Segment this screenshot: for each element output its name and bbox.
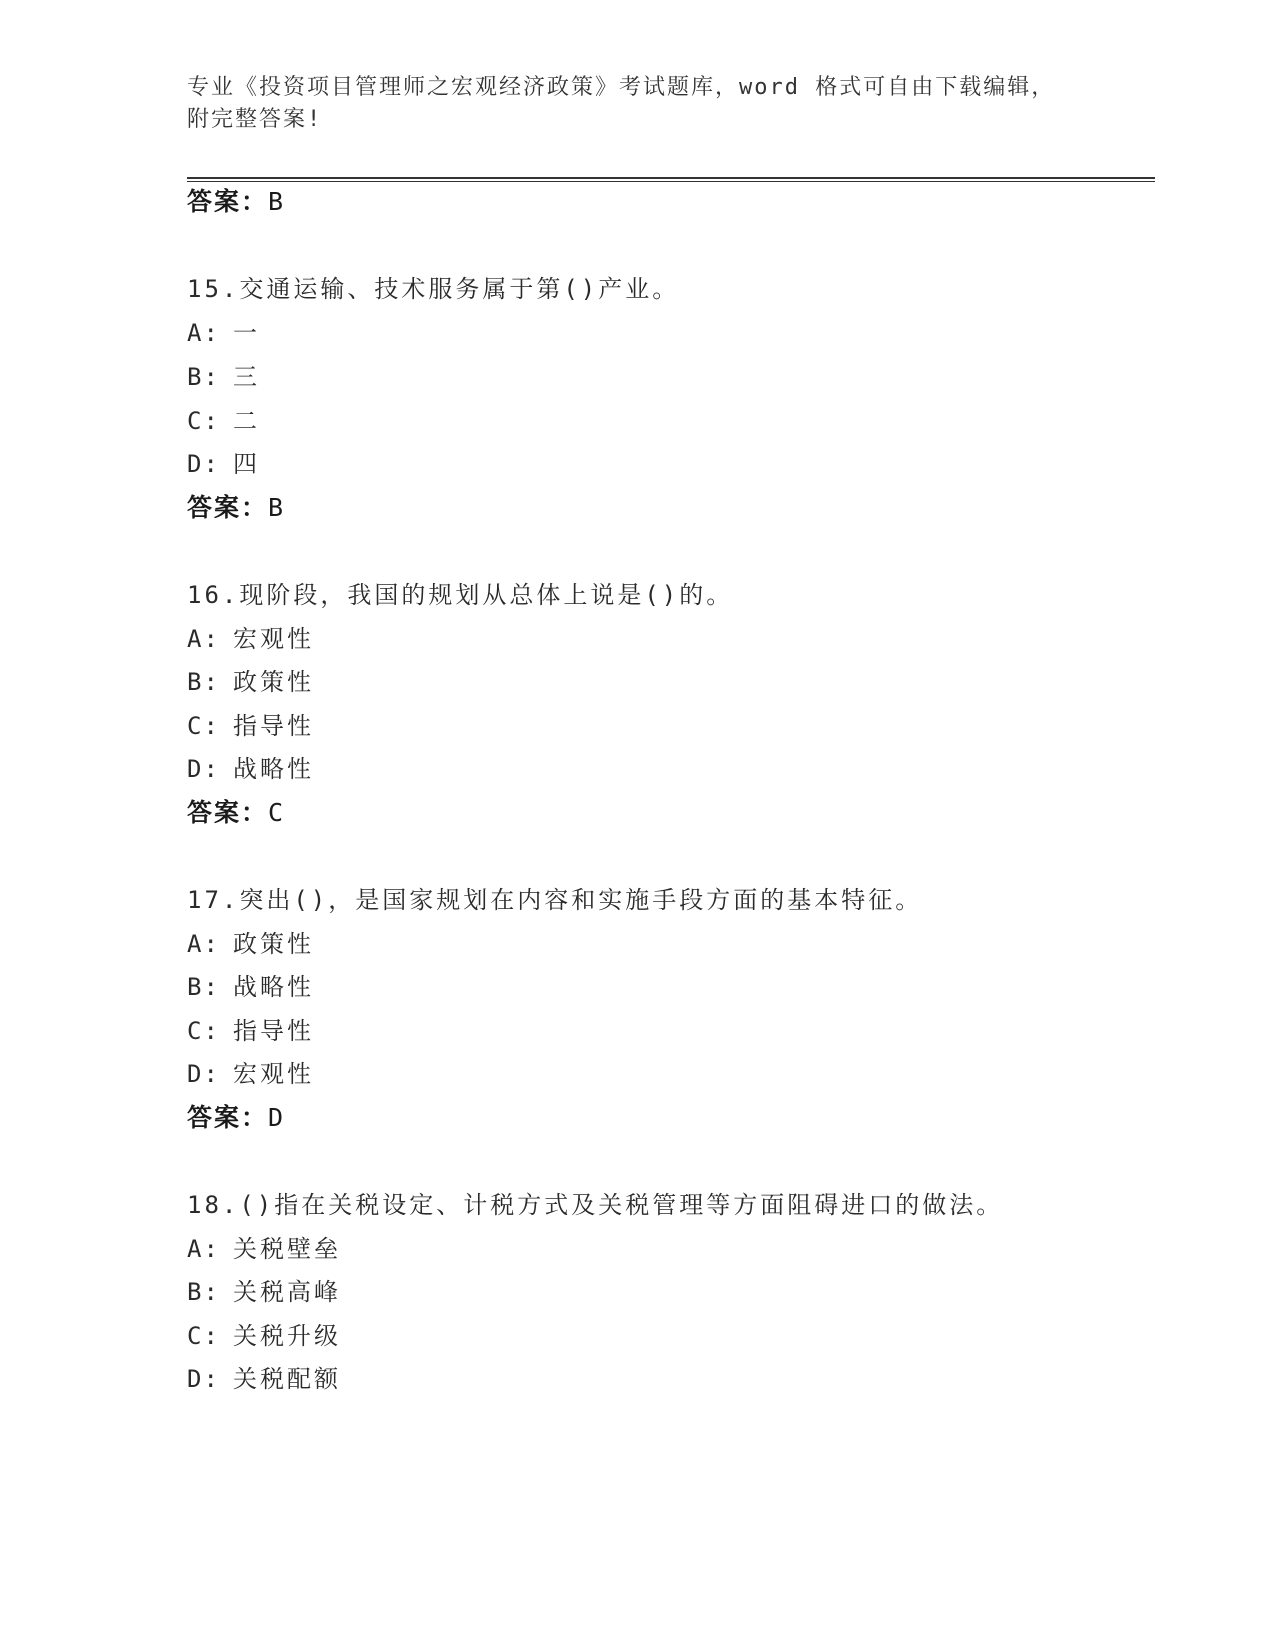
option-text: 关税壁垒 [233,1235,341,1263]
option-a [187,928,314,960]
header-line-1: 专业《投资项目管理师之宏观经济政策》考试题库，word 格式可自由下载编辑， [187,75,1056,100]
option-text: 宏观性 [233,1060,314,1088]
option-text: 政策性 [233,930,314,958]
option-label: C: [187,1017,220,1045]
option-a [187,317,260,349]
answer-label: 答案： [187,798,269,827]
option-text: 战略性 [233,755,314,783]
option-c [187,405,260,437]
option-label: B: [187,1278,220,1306]
option-text: 指导性 [233,1017,314,1045]
option-text: 宏观性 [233,625,314,653]
option-label: D: [187,1365,220,1393]
option-d [187,753,314,785]
question-stem: 17.突出()，是国家规划在内容和实施手段方面的基本特征。 [187,886,923,914]
option-c [187,710,314,742]
option-label: C: [187,1322,220,1350]
option-b [187,666,314,698]
option-label: A: [187,1235,220,1263]
answer-label: 答案： [187,493,269,522]
answer-line [187,186,285,218]
option-c [187,1015,314,1047]
option-text: 三 [233,363,260,391]
answer-label: 答案： [187,1103,269,1132]
answer-line [187,492,285,524]
option-text: 二 [233,407,260,435]
option-b [187,1276,341,1308]
answer-value: D [268,1103,286,1132]
option-text: 指导性 [233,712,314,740]
answer-value: B [268,493,286,522]
option-label: B: [187,668,220,696]
option-label: D: [187,1060,220,1088]
option-b [187,971,314,1003]
question-stem: 16.现阶段，我国的规划从总体上说是()的。 [187,581,734,609]
answer-value: B [268,187,286,216]
option-b [187,361,260,393]
option-text: 一 [233,319,260,347]
option-text: 政策性 [233,668,314,696]
option-d [187,448,260,480]
question-stem: 18.()指在关税设定、计税方式及关税管理等方面阻碍进口的做法。 [187,1191,1004,1219]
header-divider [187,177,1155,182]
document-header [187,72,1087,136]
option-label: B: [187,363,220,391]
answer-value: C [268,798,286,827]
option-a [187,623,314,655]
option-a [187,1233,341,1265]
option-label: C: [187,407,220,435]
option-label: A: [187,319,220,347]
option-text: 四 [233,450,260,478]
option-label: D: [187,450,220,478]
option-d [187,1058,314,1090]
option-label: B: [187,973,220,1001]
answer-line [187,797,285,829]
option-label: D: [187,755,220,783]
option-label: C: [187,712,220,740]
header-line-2: 附完整答案! [187,107,323,132]
option-text: 关税高峰 [233,1278,341,1306]
option-label: A: [187,930,220,958]
question-stem: 15.交通运输、技术服务属于第()产业。 [187,275,680,303]
answer-line [187,1102,285,1134]
option-label: A: [187,625,220,653]
option-text: 战略性 [233,973,314,1001]
answer-label: 答案： [187,187,269,216]
option-text: 关税升级 [233,1322,341,1350]
option-c [187,1320,341,1352]
option-d [187,1363,341,1395]
option-text: 关税配额 [233,1365,341,1393]
